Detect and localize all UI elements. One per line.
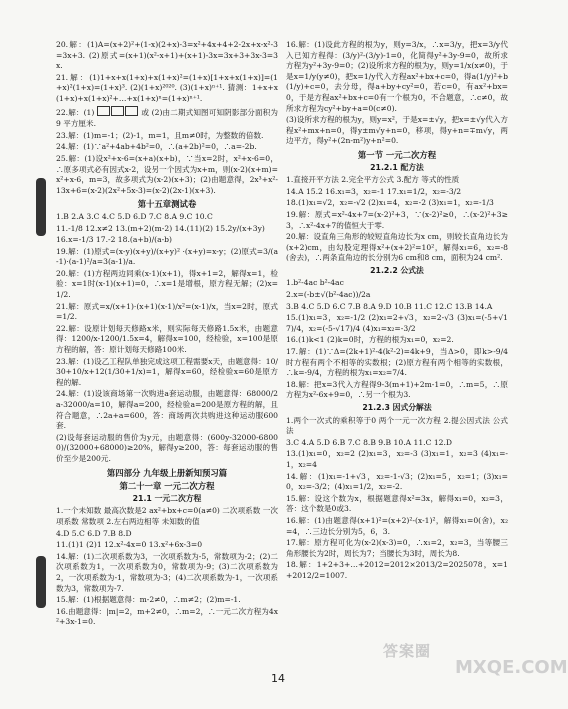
answer-item: 25.解：(1)设x²+x-6=(x+a)(x+b)，∵当x=2时，x²+x-6=0，∴原多项式必有因式x-2，设另一个因式为x+m，则(x-2)(x+m)=x²+x-6，m=3，故多项式为(x-2)(x+3)；(2)由题意得，2x³+x²-13x+6=(x-2)(2x²+5x-3)=(x-2)(2x-1)(x+3). bbox=[56, 153, 278, 195]
answer-item: 20.解：(1)方程两边同乘(x-1)(x+1)，得x+1=2，解得x=1，检验：x=1时(x-1)(x+1)=0，∴x=1是增根，原方程无解；(2)x=1/2. bbox=[56, 268, 278, 300]
subsection-heading: 21.1 一元二次方程 bbox=[132, 493, 202, 503]
section-heading: 第十五章测试卷 bbox=[137, 199, 197, 210]
answer-item: 22.解：设原计划每天修路x米，则实际每天修路1.5x米，由题意得：1200/x-1200/1.5x=4，解得x=100，经检验，x=100是原方程的解，答：原计划每天修路100米. bbox=[56, 323, 278, 355]
subsection-heading: 21.2.1 配方法 bbox=[370, 162, 424, 172]
answer-item: 15.解：(1)根据题意得：m-2≠0，∴m≠2；(2)m=-1. bbox=[56, 595, 241, 605]
answer-item: 16.由题意得：|m|=2，m+2≠0，∴m=2，∴一元二次方程为4x²+3x-1=0. bbox=[56, 606, 278, 627]
subsection-heading: 21.2.2 公式法 bbox=[370, 265, 424, 275]
answer-item: 1.直接开平方法 2.完全平方公式 3.配方 等式的性质 bbox=[286, 175, 460, 185]
answer-item: 14.解：(1)二次项系数为3，一次项系数为-5，常数项为-2；(2)二次项系数为1，一次项系数为0，常数项为-9；(3)二次项系数为2，一次项系数为-1，常数项为-3；(4)二次项系数为-1，一次项系数为3，常数项为-7. bbox=[56, 551, 278, 593]
subsection-heading: 21.2.3 因式分解法 bbox=[362, 403, 432, 412]
answer-item: 1.一个未知数 最高次数是2 ax²+bx+c=0(a≠0) 二次项系数 一次项系数 常数项 2.左右两边相等 未知数的值 bbox=[56, 506, 278, 526]
answer-item: 18.(1)x₁=√2，x₂=-√2 (2)x₁=4，x₂=-2 (3)x₁=1，x₂=-1/3 bbox=[286, 198, 494, 208]
answer-item: (3)设所求方程的根为y，则y=x²，于是x=±√y，把x=±√y代入方程x²+mx+n=0，得y±m√y+n=0，移项，得y+n=∓m√y，两边平方，得y²+(2n-m²)y+n²=0. bbox=[286, 115, 508, 146]
answer-item: 3.B 4.C 5.D 6.C 7.B 8.A 9.D 10.B 11.C 12.C 13.B 14.A bbox=[286, 301, 493, 311]
answer-item: 14.解：(1)x₁=-1+√3，x₂=-1-√3；(2)x₁=5，x₂=1；(3)x₁=0，x₂=-3/2；(4)x₁=1/2，x₂=-2. bbox=[286, 471, 508, 492]
chapter-heading: 第二十一章 一元二次方程 bbox=[119, 481, 215, 492]
scan-edge-mark-top bbox=[36, 178, 46, 236]
answer-item: 4.D 5.C 6.D 7.B 8.D bbox=[56, 528, 132, 538]
answer-item: 23.解：(1)m=-1；(2)-1，m=1，且m≠0时，为整数的倍数. bbox=[56, 130, 264, 140]
answer-item: (2)设每套运动服的售价为y元，由题意得：(600y-32000-68000)/(32000+68000)≥20%，解得y≥200，答：每套运动服的售价至少是200元. bbox=[56, 432, 278, 463]
answer-item: 15.解：设这个数为x，根据题意得x²=3x，解得x₁=0，x₂=3，答：这个数是0或3. bbox=[286, 493, 508, 514]
answer-item: 1.b²-4ac b²-4ac bbox=[286, 278, 344, 288]
answer-item: 21.解：原式=x/(x+1)·(x+1)(x-1)/x²=(x-1)/x，当x=2时，原式=1/2. bbox=[56, 301, 278, 322]
answer-item: 17.解：(1)∵Δ=(2k+1)²-4(k²-2)=4k+9，当Δ>0，即k>-9/4时方程有两个不相等的实数根；(2)原方程有两个相等的实数根，∴k=-9/4，方程的根为x₁=x₂=7/4. bbox=[286, 347, 508, 378]
watermark-url: MXQE.COM bbox=[455, 657, 568, 678]
answer-item: 16.x=-1/3 17.-2 18.(a+b)/(a-b) bbox=[56, 235, 173, 245]
part-heading: 第四部分 九年级上册新知预习篇 bbox=[106, 467, 228, 478]
answer-item: 16.(1)k<1 (2)k=0时，方程的根为x₁=0，x₂=2. bbox=[286, 335, 454, 345]
watermark-logo: 答案圈 bbox=[383, 642, 432, 660]
answer-item: 13.(1)x₁=0，x₂=2 (2)x₁=3，x₂=-3 (3)x₁=1，x₂=3 (4)x₁=-1，x₂=4 bbox=[286, 449, 508, 469]
answer-item: 24.解：(1)∵a²+4ab+4b²=0，∴(a+2b)²=0，∴a=-2b. bbox=[56, 142, 257, 152]
answer-item: 18.解：1+2+3+…+2012=2012×2013/2=2025078，x=1+2012/2=1007. bbox=[286, 560, 508, 580]
answer-item: 15.(1)x₁=3，x₂=-1/2 (2)x₁=2+√3，x₂=2-√3 (3)x₁=(-5+√17)/4，x₂=(-5-√17)/4 (4)x₁=x₂=-3/2 bbox=[286, 313, 508, 333]
answer-item: 1.两个一次式的乘积等于0 两个一元一次方程 2.提公因式法 公式法 bbox=[286, 415, 508, 436]
answer-item: 3.C 4.A 5.D 6.B 7.C 8.B 9.B 10.A 11.C 12.D bbox=[286, 437, 452, 447]
answer-item: 19.解：(1)原式=(x-y)(x+y)/(x+y)² ·(x+y)=x-y；(2)原式=3/(a-1)·(a-1)²/a=3(a-1)/a. bbox=[56, 246, 278, 267]
answer-item: 20.解：设直角三角形的较短直角边长为x cm，则较长直角边长为(x+2)cm，由勾股定理得x²+(x+2)²=10²，解得x₁=6，x₂=-8(舍去)，∴两条直角边的长分别为6 cm和8 cm，面积为24 cm². bbox=[286, 232, 508, 263]
answer-item-text: 或 (2)由二期式知图可知阴影部分面积为 9 平方厘米. bbox=[56, 107, 278, 129]
page-number: 14 bbox=[271, 672, 285, 685]
answer-item: 17.解：原方程可化为(x-2)(x-3)=0，∴x₁=2，x₂=3，当等腰三角形腰长为2时，周长为7；当腰长为3时，周长为8. bbox=[286, 538, 508, 558]
answer-item: 16.解：(1)设此方程的根为y，则y=3/x，∴x=3/y，把x=3/y代入已知方程得：(3/y)²-(3/y)-1=0，化简得y²+3y-9=0，故所求方程为y²+3y-9=0；(2)设所求方程的根为y，则y=1/x(x≠0)，于是x=1/y(y≠0)，把x=1/y代入方程ax²+bx+c=0，得a(1/y)²+b(1/y)+c=0，去分母，得a+by+cy²=0，若c=0，有ax²+bx=0，于是方程ax²+bx+c=0有一个根为0，不合题意，∴c≠0，故所求方程为cy²+by+a=0(c≠0). bbox=[286, 40, 508, 113]
answer-item: 18.解：把x=3代入方程得9-3(m+1)+2m-1=0，∴m=5，∴原方程为x²-6x+9=0，∴另一个根为3. bbox=[286, 379, 508, 400]
answer-item: 11.-1/8 12.x≠2 13.(m+2)(m-2) 14.(11)(2) 15.2y/(x+3y) bbox=[56, 223, 265, 233]
answer-item: 2.x=(-b±√(b²-4ac))/2a bbox=[286, 290, 371, 300]
answer-item: 19.解：原式=x²-4x+7=(x-2)²+3，∵(x-2)²≥0，∴(x-2)²+3≥3，∴x²-4x+7的值恒大于零. bbox=[286, 209, 508, 230]
answer-item: 11.(1)1 (2)1 12.x²-4x=0 13.x²+6x-3=0 bbox=[56, 540, 203, 550]
answer-item: 20.解：(1)A=(x+2)²+(1-x)(2+x)-3=x²+4x+4+2-2x+x-x²-3=3x+3. (2)原式=(x+1)(x²-x+1)+(x+1)-3x=3x+3+3x-3=3x. bbox=[56, 40, 278, 71]
left-column bbox=[56, 40, 278, 629]
answer-item bbox=[56, 106, 278, 130]
answer-item: 14.A 15.2 16.x₁=3，x₂=-1 17.x₁=1/2，x₂=-3/2 bbox=[286, 186, 462, 196]
answer-item: 16.解：(1)由题意得(x+1)²=(x+2)²-(x-1)²，解得x₁=0(舍)，x₂=4，∴三边长分别为5，6，3. bbox=[286, 515, 508, 536]
answer-item-text: 22.解：(1) bbox=[56, 107, 95, 117]
answer-item: 21.解：(1)1+x+x(1+x)+x(1+x)²=(1+x)[1+x+x(1+x)]=(1+x)²(1+x)=(1+x)³. (2)(1+x)²⁰²⁰. (3)(1+x)ⁿ⁺¹. 猜测：1+x+x(1+x)+x(1+x)²+…+x(1+x)ⁿ=(1+x)ⁿ⁺¹. bbox=[56, 72, 278, 103]
section-heading: 第一节 一元二次方程 bbox=[357, 149, 437, 160]
answer-item: 23.解：(1)设乙工程队单独完成这项工程需要x天，由题意得：10/30+10/x+12(1/30+1/x)=1，解得x=60，经检验x=60是原方程的解. bbox=[56, 356, 278, 387]
scan-edge-mark-bottom bbox=[36, 556, 46, 608]
answer-item: 24.解：(1)设该商场第一次购进a套运动服，由题意得：68000/2a-32000/a=10，解得a=200，经检验a=200是原方程的解，且符合题意，∴2a+a=600，答：商场两次共购进这种运动服600套. bbox=[56, 389, 278, 431]
grid-figure bbox=[97, 106, 139, 120]
answer-item: 1.B 2.A 3.C 4.C 5.D 6.D 7.C 8.A 9.C 10.C bbox=[56, 211, 213, 221]
right-column bbox=[286, 40, 508, 583]
